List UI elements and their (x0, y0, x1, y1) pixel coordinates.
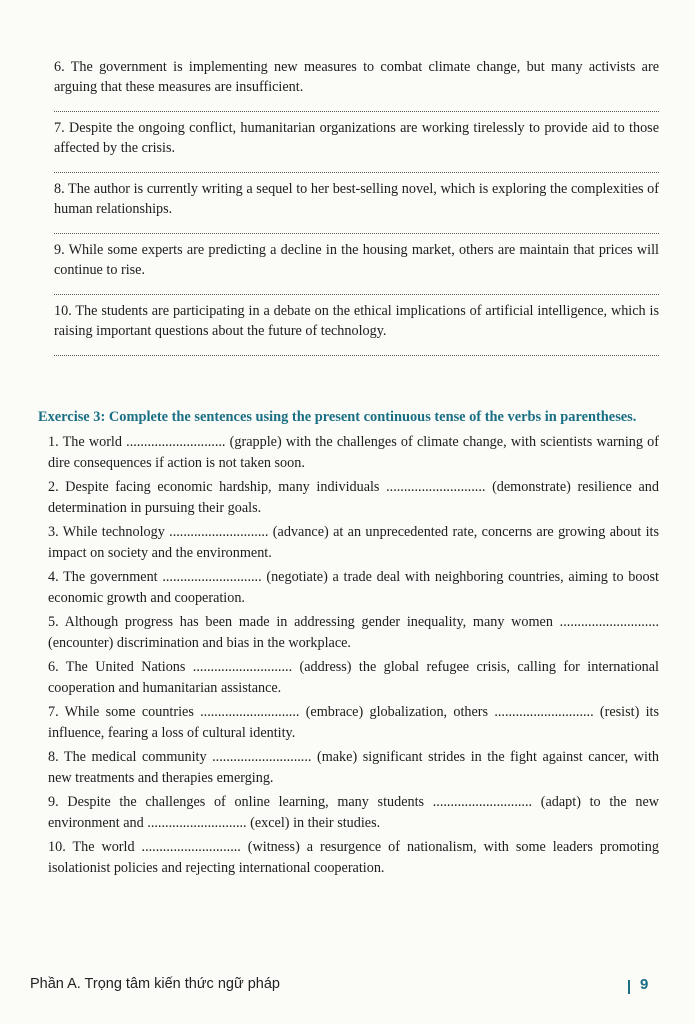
answer-line[interactable] (54, 219, 659, 234)
ex3-item-2: 2. Despite facing economic hardship, many individuals ............................ (demonstrate) resilience and determination in pursuing their goals. (48, 479, 659, 516)
exercise-3-list (48, 432, 659, 882)
ex3-item-4: 4. The government ............................ (negotiate) a trade deal with neighboring countries, aiming to boost economic growth and cooperation. (48, 569, 659, 606)
answer-line[interactable] (54, 280, 659, 295)
page-footer (30, 976, 658, 998)
ex2-item-6: 6. The government is implementing new measures to combat climate change, but many activists are arguing that these measures are insufficient. (54, 59, 659, 95)
ex3-item-5: 5. Although progress has been made in addressing gender inequality, many women ............................ (encounter) discrimination and bias in the workplace. (48, 614, 659, 651)
ex3-item-7: 7. While some countries ............................ (embrace) globalization, others ............................ (resist) its influence, fearing a loss of cultural identity. (48, 704, 659, 741)
answer-line[interactable] (54, 341, 659, 356)
ex2-item-8: 8. The author is currently writing a sequel to her best-selling novel, which is exploring the complexities of human relationships. (54, 181, 659, 217)
exercise-3-title: Exercise 3: Complete the sentences using the present continuous tense of the verbs in parentheses. (38, 409, 637, 425)
answer-line[interactable] (54, 97, 659, 112)
ex3-item-9: 9. Despite the challenges of online learning, many students ............................ (adapt) to the new environment and ............................ (excel) in their studies. (48, 794, 659, 831)
footer-section-title: Phần A. Trọng tâm kiến thức ngữ pháp (30, 976, 280, 992)
ex3-item-3: 3. While technology ............................ (advance) at an unprecedented rate, concerns are growing about its impact on society and the environment. (48, 524, 659, 561)
ex2-item-9: 9. While some experts are predicting a decline in the housing market, others are maintain that prices will continue to rise. (54, 242, 659, 278)
footer-divider (628, 980, 630, 994)
page-number: 9 (640, 976, 649, 993)
exercise-2-continued (54, 58, 659, 363)
ex3-item-8: 8. The medical community ............................ (make) significant strides in the fight against cancer, with new treatments and therapies emerging. (48, 749, 659, 786)
ex2-item-7: 7. Despite the ongoing conflict, humanitarian organizations are working tirelessly to provide aid to those affected by the crisis. (54, 120, 659, 156)
ex3-item-10: 10. The world ............................ (witness) a resurgence of nationalism, with some leaders promoting isolationist policies and rejecting international cooperation. (48, 839, 659, 876)
ex3-item-1: 1. The world ............................ (grapple) with the challenges of climate change, with scientists warning of dire consequences if action is not taken soon. (48, 434, 659, 471)
ex3-item-6: 6. The United Nations ............................ (address) the global refugee crisis, calling for international cooperation and humanitarian assistance. (48, 659, 659, 696)
ex2-item-10: 10. The students are participating in a debate on the ethical implications of artificial intelligence, which is raising important questions about the future of technology. (54, 303, 659, 339)
answer-line[interactable] (54, 158, 659, 173)
